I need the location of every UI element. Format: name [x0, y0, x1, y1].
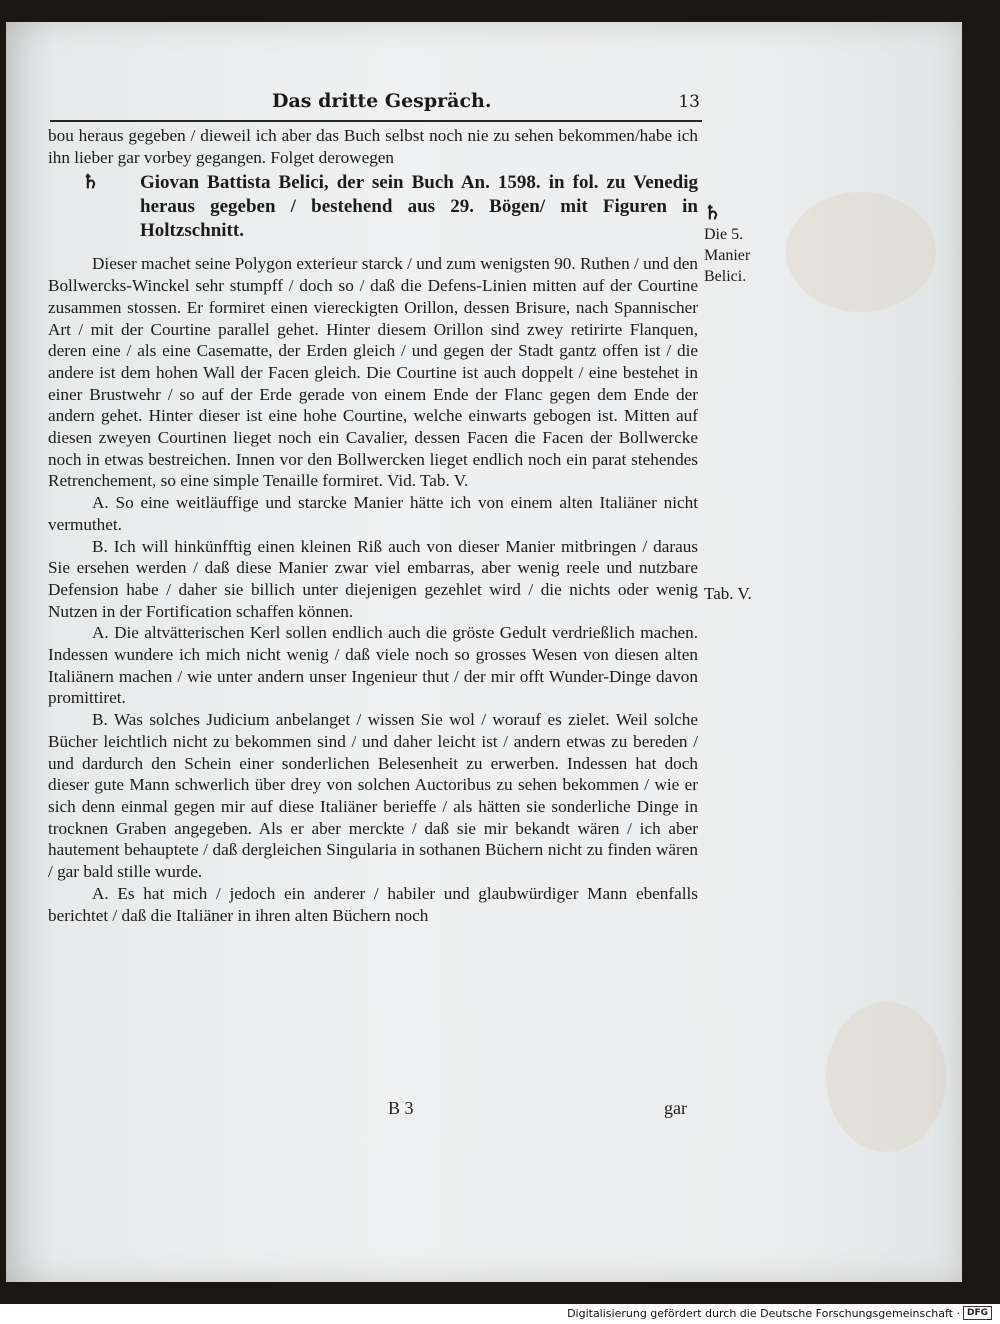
author-heading-text: Giovan Battista Belici, der sein Buch An. 1598. in fol. zu Venedig heraus gegeben / bestehend aus 29. Bögen/ mit Figuren in Holtzschnitt.: [140, 172, 698, 242]
paragraph: bou heraus gegeben / dieweil ich aber das Buch selbst noch nie zu sehen bekommen/habe ich ihn lieber gar vorbey gegangen. Folget derowegen: [48, 126, 698, 167]
author-heading: [48, 171, 698, 243]
dialogue-paragraph: A. Die altvätterischen Kerl sollen endlich auch die gröste Gedult verdrießlich machen. Indessen wundere ich mich nicht wenig / daß viele noch so grosses Wesen von diesen alten Italiänern machen / wie unter andern unser Ingenieur thut / der mir offt Wunder-Dinge davon promittiret.: [48, 623, 698, 708]
dialogue-paragraph: A. So eine weitläuffige und starcke Manier hätte ich von einem alten Italiäner nicht vermuthet.: [48, 493, 698, 534]
margin-note-line: Manier: [704, 247, 751, 264]
margin-note-line: Tab. V.: [704, 584, 752, 603]
paper-stain: [786, 192, 936, 312]
saturn-symbol-icon: ♄: [82, 172, 100, 194]
margin-note-manier: [704, 203, 784, 287]
credit-text: Digitalisierung gefördert durch die Deutsche Forschungsgemeinschaft ·: [567, 1306, 960, 1320]
signature-mark: B 3: [388, 1098, 414, 1118]
margin-note-line: Belici.: [704, 268, 747, 285]
paragraph: Dieser machet seine Polygon exterieur starck / und zum wenigsten 90. Ruthen / und den Bollwercks-Winckel sehr stumpff / doch so / daß die Defens-Linien mitten auf der Courtine zusammen stossen. Er formiret einen viereckigten Orillon, dessen Brisure, nach Spannischer Art / mit der Courtine parallel gehet. Hinter diesem Orillon sind zwey retirirte Flanquen, deren eine / als eine Casematte, der Erden gleich / und gegen der Stadt gantz offen ist / die andere ist dem hohen Wall der Facen gleich. Die Courtine ist auch doppelt / eine bestehet in einer Brustwehr / so auf der Erde gerade von einem Ende der Flanc gegen dem Ende der andern gehet. Hinter dieser ist eine hohe Courtine, welche einwarts gebogen ist. Mitten auf diesen zweyen Courtinen lieget noch ein Cavalier, dessen Facen die Facen der Bollwercke noch in etwas bestreichen. Innen vor den Bollwercken lieget endlich noch ein parat stehendes Retrenchement, so eine simple Tenaille formiret. Vid. Tab. V.: [48, 254, 698, 491]
page-header: [50, 86, 702, 122]
dialogue-paragraph: B. Was solches Judicium anbelanget / wissen Sie wol / worauf es zielet. Weil solche Bücher leichtlich nicht zu bekommen sind / und daher leicht ist / andern etwas zu bereden / und dardurch den Schein einer sonderlichen Belesenheit zu erwerben. Indessen hat doch dieser gute Mann schwerlich über drey von solchen Auctoribus zu sehen bekommen / wie er sich denn einmal gegen mir auf diese Italiäner berieffe / als hätten sie sonderliche Dinge in trocknen Graben angegeben. Als er aber merckte / daß sie mir bekandt wären / ich aber hautement behauptete / daß dergleichen Singularia in sothanen Büchern nicht zu finden wären / gar bald stille wurde.: [48, 710, 698, 882]
digitization-credit: [567, 1306, 992, 1320]
saturn-symbol-icon: ♄: [704, 203, 722, 224]
dialogue-paragraph: B. Ich will hinkünfftig einen kleinen Riß auch von dieser Manier mitbringen / daraus Sie ersehen werden / daß diese Manier zwar viel embarras, aber wenig reele und nutzbare Defension habe / daher sie billich unter diejenigen gezehlet wird / die nichts oder wenig Nutzen in der Fortification schaffen können.: [48, 536, 698, 621]
catchword: gar: [664, 1098, 687, 1118]
running-head: Das dritte Gespräch.: [272, 90, 492, 112]
body-text: [48, 125, 698, 926]
paper-stain: [826, 1002, 946, 1152]
page-number: 13: [678, 92, 700, 112]
dfg-logo-icon: DFG: [963, 1306, 992, 1320]
dialogue-paragraph: A. Es hat mich / jedoch ein anderer / habiler und glaubwürdiger Mann ebenfalls berichtet / daß die Italiäner in ihren alten Büchern noch: [48, 883, 698, 925]
margin-note-tab: [704, 583, 784, 604]
margin-note-line: Die 5.: [704, 226, 744, 243]
